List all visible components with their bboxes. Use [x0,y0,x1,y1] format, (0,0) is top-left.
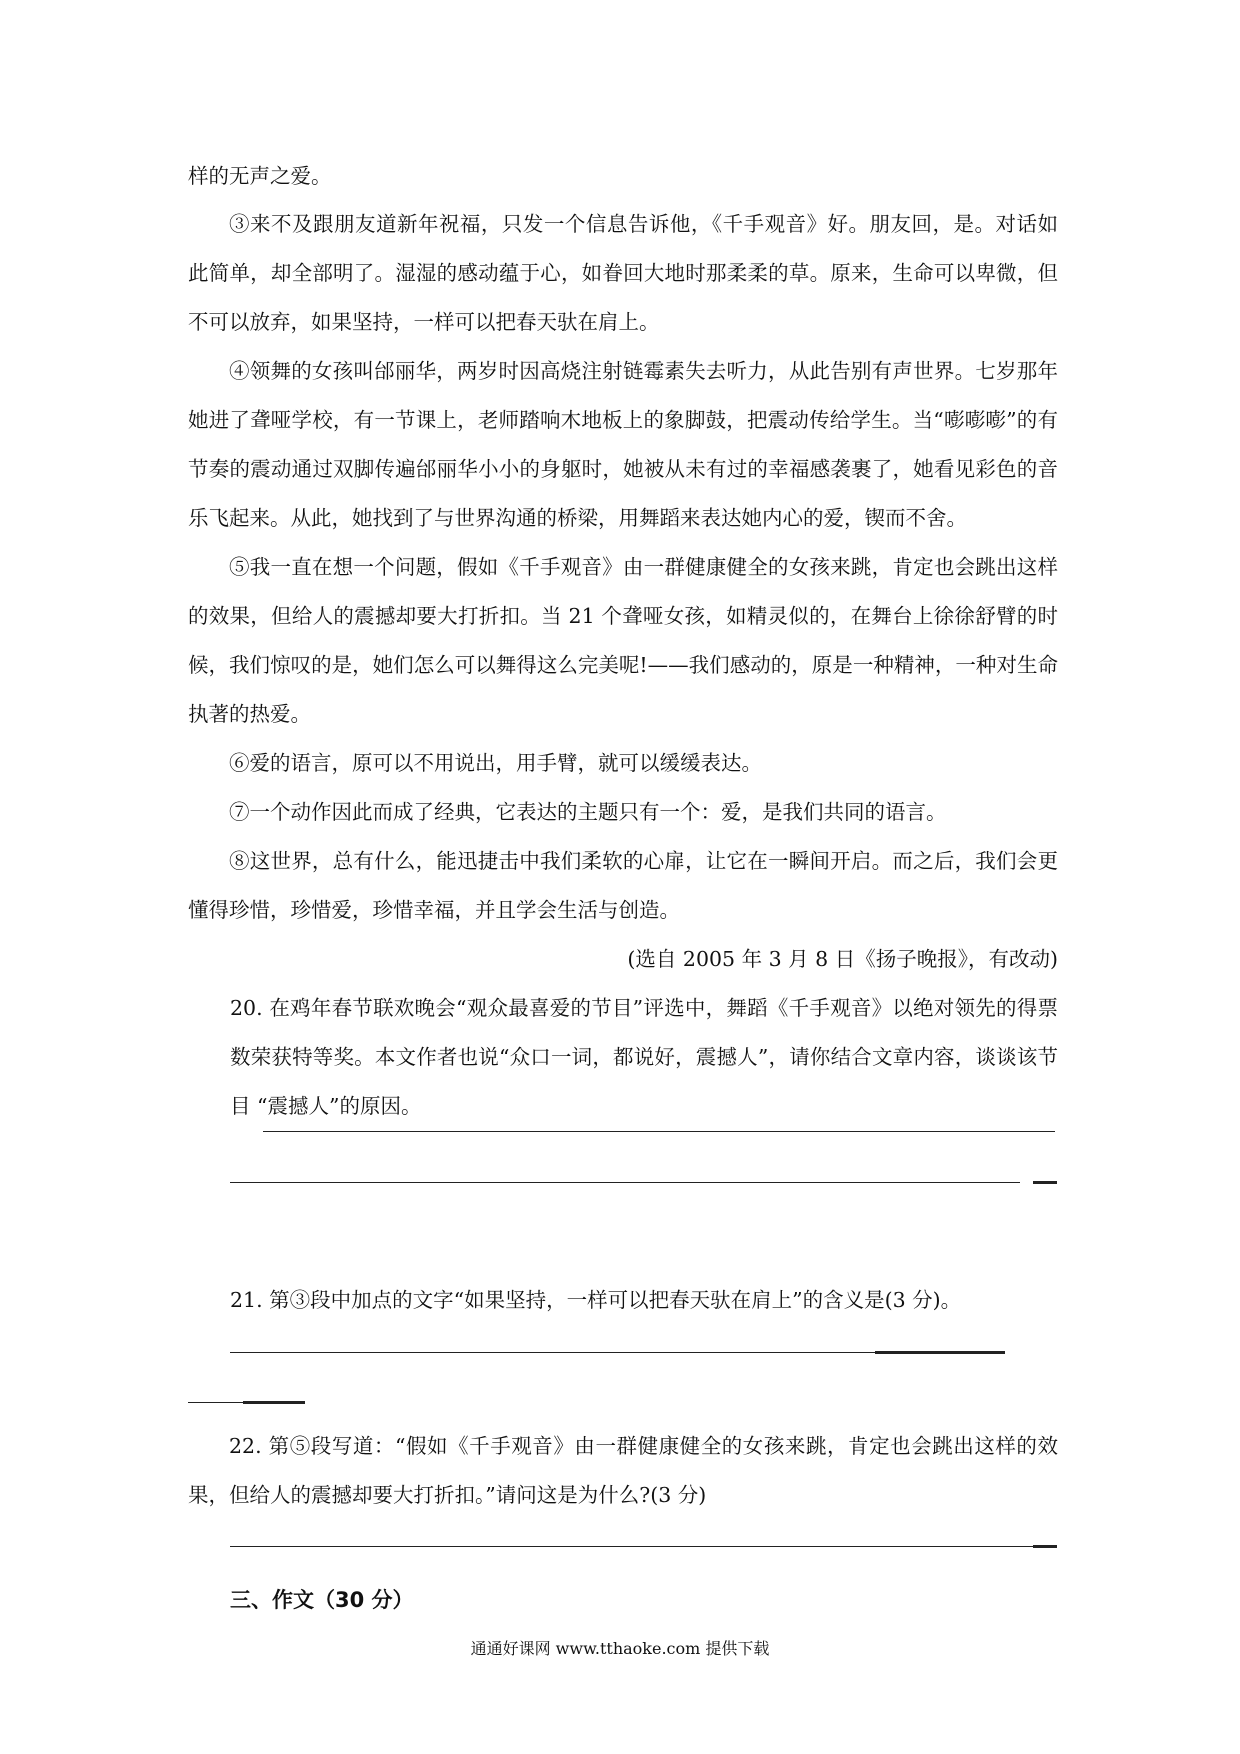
composition-section-heading: 三、作文（30 分） [230,1588,414,1612]
paragraph-5: ⑤我一直在想一个问题，假如《千手观音》由一群健康健全的女孩来跳，肯定也会跳出这样的效果，但给人的震撼却要大打折扣。当 21 个聋哑女孩，如精灵似的，在舞台上徐徐舒臂的时候，我们惊叹的是，她们怎么可以舞得这么完美呢!——我们感动的，原是一种精神，一种对生命执著的热爱。 [188,555,1058,726]
question-20: 20. 在鸡年春节联欢晚会“观众最喜爱的节目”评选中，舞蹈《千手观音》以绝对领先的得票数荣获特等奖。本文作者也说“众口一词，都说好，震撼人”，请你结合文章内容，谈谈该节目 “震撼人”的原因。 [230,996,1058,1118]
source-citation: (选自 2005 年 3 月 8 日《扬子晚报》，有改动) [627,947,1058,971]
paragraph-4: ④领舞的女孩叫邰丽华，两岁时因高烧注射链霉素失去听力，从此告别有声世界。七岁那年她进了聋哑学校，有一节课上，老师踏响木地板上的象脚鼓，把震动传给学生。当“嘭嘭嘭”的有节奏的震动通过双脚传遍邰丽华小小的身躯时，她被从未有过的幸福感袭裹了，她看见彩色的音乐飞起来。从此，她找到了与世界沟通的桥梁，用舞蹈来表达她内心的爱，锲而不舍。 [188,359,1058,530]
answer-line-q20-2-end [1033,1181,1057,1184]
paragraph-6: ⑥爱的语言，原可以不用说出，用手臂，就可以缓缓表达。 [229,751,762,775]
footer-download-note: 通通好课网 www.tthaoke.com 提供下载 [470,1639,770,1658]
answer-line-q22-end [1033,1545,1057,1548]
paragraph-8: ⑧这世界，总有什么，能迅捷击中我们柔软的心扉，让它在一瞬间开启。而之后，我们会更懂得珍惜，珍惜爱，珍惜幸福，并且学会生活与创造。 [188,849,1058,922]
answer-line-q21-1 [230,1352,875,1353]
answer-line-q21-2-end [243,1401,305,1404]
answer-line-q20-1 [263,1131,1055,1132]
paragraph-3: ③来不及跟朋友道新年祝福，只发一个信息告诉他，《千手观音》好。朋友回，是。对话如此简单，却全部明了。湿湿的感动蕴于心，如眷回大地时那柔柔的草。原来，生命可以卑微，但不可以放弃，如果坚持，一样可以把春天驮在肩上。 [188,212,1058,334]
question-21: 21. 第③段中加点的文字“如果坚持，一样可以把春天驮在肩上”的含义是(3 分)。 [230,1288,962,1312]
answer-line-q21-1-end [875,1351,1005,1354]
paragraph-7: ⑦一个动作因此而成了经典，它表达的主题只有一个：爱，是我们共同的语言。 [229,800,947,824]
answer-line-q21-2 [188,1402,243,1403]
answer-line-q22 [230,1546,1033,1547]
question-22: 22. 第⑤段写道：“假如《千手观音》由一群健康健全的女孩来跳，肯定也会跳出这样的效果，但给人的震撼却要大打折扣。”请问这是为什么?(3 分) [188,1434,1058,1507]
paragraph-intro-ending: 样的无声之爱。 [188,164,332,188]
answer-line-q20-2 [230,1182,1020,1183]
